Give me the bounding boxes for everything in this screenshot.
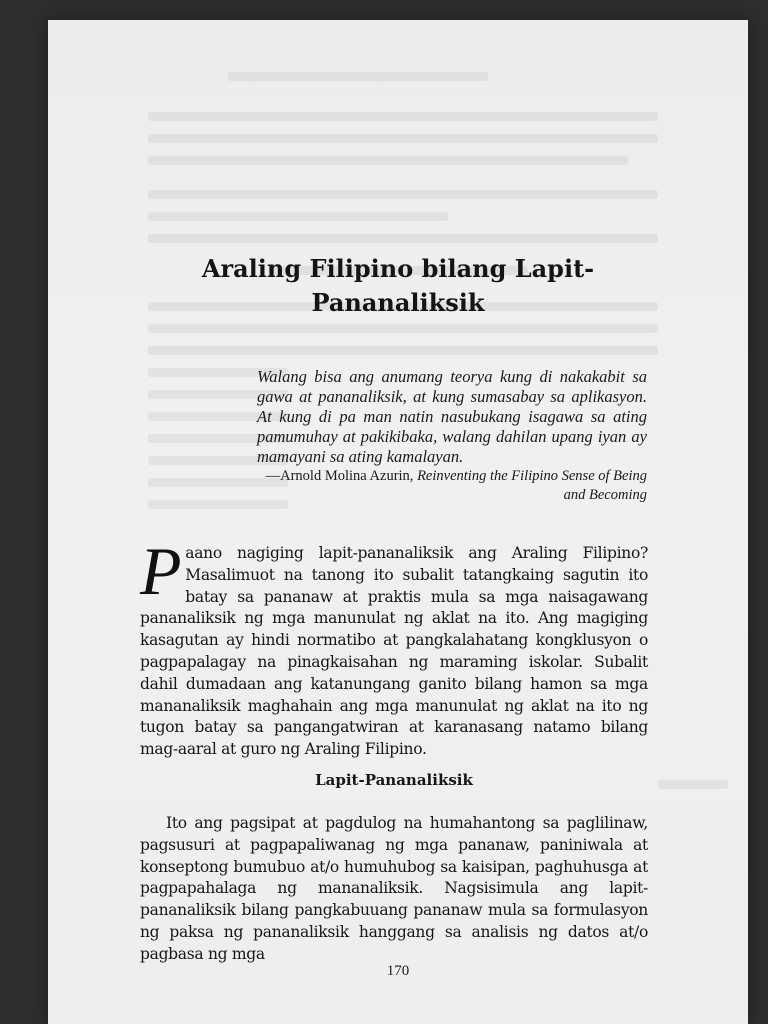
- epigraph-work-title: Reinventing the Filipino Sense of Being and Becoming: [417, 468, 647, 503]
- section-paragraph: Ito ang pagsipat at pagdulog na humahantong sa paglilinaw, pagsusuri at pagpapaliwanag ng mga pananaw, paniniwala at konseptong bumubuo at/o humuhubog sa kaisipan, paghuhusga at pagpapahalaga ng mananaliksik. Nagsisimula ang lapit-pananaliksik bilang pangkabuuang pananaw mula sa formulasyon ng paksa ng pananaliksik hanggang sa analisis ng datos at/o pagbasa ng mga: [140, 814, 648, 963]
- intro-paragraph-text: aano nagiging lapit-pananaliksik ang Araling Filipino? Masalimuot na tanong ito subalit tatangkaing sagutin ito batay sa pananaw at praktis mula sa mga naisagawang pananaliksik ng mga manunulat ng aklat na ito. Ang magiging kasagutan ay hindi normatibo at pangkalahatang kongklusyon o pagpapalagay na pinagkaisahan ng maraming iskolar. Subalit dahil dumadaan ang katanungang ganito bilang hamon sa mga mananaliksik maghahain ang mga manunulat ng aklat na ito ng tugon batay sa pangangatwiran at karanasang natamo bilang mag-aaral at guro ng Araling Filipino.: [140, 544, 648, 759]
- epigraph-quote: Walang bisa ang anumang teorya kung di nakakabit sa gawa at pananaliksik, at kung sumasabay sa aplikasyon. At kung di pa man natin nasubukang isagawa sa ating pamumuhay at pakikibaka, walang dahilan upang iyan ay mamayani sa ating kamalayan.: [257, 367, 647, 466]
- section-heading: Lapit-Pananaliksik: [315, 771, 473, 789]
- page-number: 170: [386, 963, 410, 979]
- epigraph-attribution: [257, 467, 647, 505]
- epigraph-author: —Arnold Molina Azurin,: [265, 468, 414, 484]
- drop-cap-letter: P: [140, 533, 182, 609]
- intro-paragraph: [140, 533, 648, 761]
- book-page: [48, 20, 748, 1024]
- chapter-title: Araling Filipino bilang Lapit-Pananaliksik: [201, 254, 595, 317]
